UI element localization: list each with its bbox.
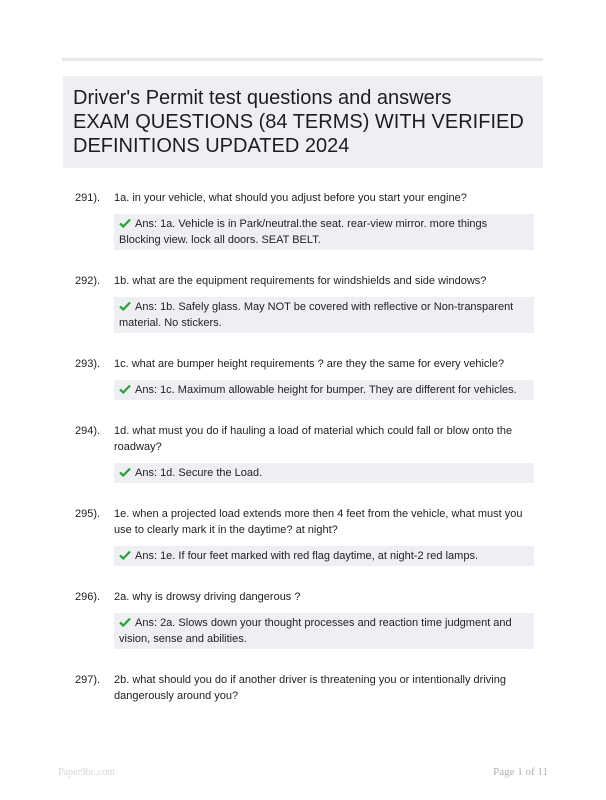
question-text: 2a. why is drowsy driving dangerous ? xyxy=(114,591,301,603)
document-title-box xyxy=(63,76,543,168)
check-icon xyxy=(119,301,131,311)
top-divider xyxy=(62,58,543,61)
document-title-line-3: DEFINITIONS UPDATED 2024 xyxy=(73,135,350,157)
question-text: 1d. what must you do if hauling a load of material which could fall or blow onto the roadway? xyxy=(114,425,513,453)
question-text: 1c. what are bumper height requirements ? are they the same for every vehicle? xyxy=(114,358,505,370)
answer-box xyxy=(114,613,534,649)
question-number: 294). xyxy=(75,425,101,437)
check-icon xyxy=(119,467,131,477)
question-item xyxy=(0,356,606,423)
question-text: 2b. what should you do if another driver is threatening you or intentionally driving dangerously around you? xyxy=(114,674,506,702)
document-title-line-1: Driver's Permit test questions and answers xyxy=(73,87,452,109)
question-item xyxy=(0,589,606,672)
answer-text: Ans: 1b. Safely glass. May NOT be covered with reflective or Non-transparent material. No stickers. xyxy=(119,301,514,329)
question-item xyxy=(0,273,606,356)
document-title-line-2: EXAM QUESTIONS (84 TERMS) WITH VERIFIED xyxy=(73,111,524,133)
question-item xyxy=(0,190,606,273)
question-text: 1b. what are the equipment requirements for windshields and side windows? xyxy=(114,275,487,287)
answer-box xyxy=(114,546,534,566)
question-text: 1a. in your vehicle, what should you adjust before you start your engine? xyxy=(114,192,467,204)
answer-box xyxy=(114,463,534,483)
answer-text: Ans: 1e. If four feet marked with red flag daytime, at night-2 red lamps. xyxy=(135,550,478,562)
check-icon xyxy=(119,550,131,560)
question-number: 297). xyxy=(75,674,101,686)
question-list xyxy=(0,190,606,712)
check-icon xyxy=(119,384,131,394)
question-number: 296). xyxy=(75,591,101,603)
page-number: Page 1 of 11 xyxy=(493,766,548,778)
answer-box xyxy=(114,214,534,250)
check-icon xyxy=(119,218,131,228)
question-number: 293). xyxy=(75,358,101,370)
question-text: 1e. when a projected load extends more then 4 feet from the vehicle, what must you use to clearly mark it in the daytime? at night? xyxy=(114,508,523,536)
answer-text: Ans: 1c. Maximum allowable height for bumper. They are different for vehicles. xyxy=(135,384,517,396)
check-icon xyxy=(119,617,131,627)
question-number: 292). xyxy=(75,275,101,287)
answer-text: Ans: 1d. Secure the Load. xyxy=(135,467,263,479)
answer-text: Ans: 2a. Slows down your thought processes and reaction time judgment and vision, sense and abilities. xyxy=(119,617,512,645)
footer-watermark: Paper9bc.com xyxy=(58,767,115,778)
answer-text: Ans: 1a. Vehicle is in Park/neutral.the seat. rear-view mirror. more things Blocking view. lock all doors. SEAT BELT. xyxy=(119,218,488,246)
question-number: 291). xyxy=(75,192,101,204)
question-item xyxy=(0,506,606,589)
question-item xyxy=(0,423,606,506)
answer-box xyxy=(114,380,534,400)
question-item xyxy=(0,672,606,712)
answer-box xyxy=(114,297,534,333)
question-number: 295). xyxy=(75,508,101,520)
